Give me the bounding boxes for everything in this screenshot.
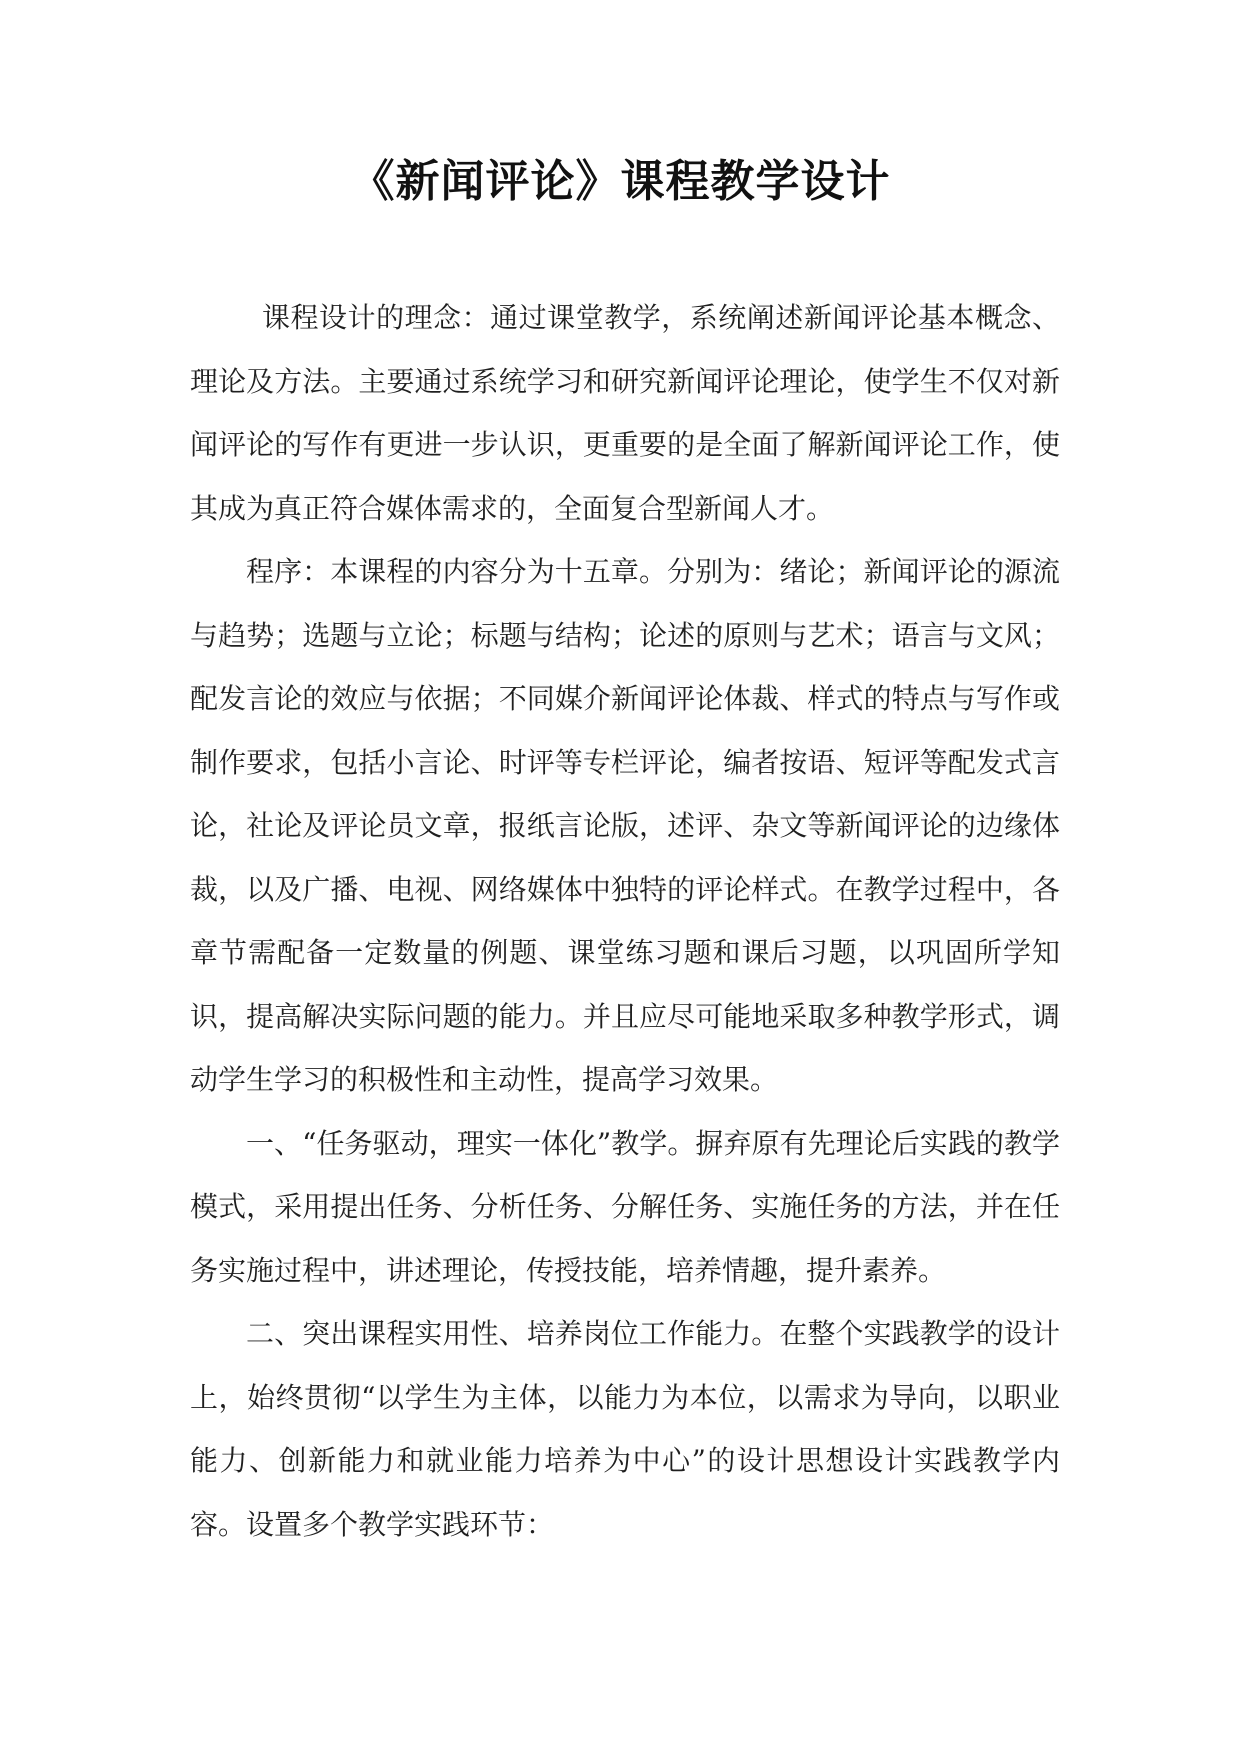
document-body — [190, 286, 1060, 1556]
paragraph-design-concept: 课程设计的理念：通过课堂教学，系统阐述新闻评论基本概念、理论及方法。主要通过系统学习和研究新闻评论理论，使学生不仅对新闻评论的写作有更进一步认识，更重要的是全面了解新闻评论工作，使其成为真正符合媒体需求的，全面复合型新闻人才。 — [190, 301, 1060, 525]
document-title: 《新闻评论》课程教学设计 — [350, 156, 891, 207]
paragraph-task-driven-teaching: 一、“任务驱动，理实一体化”教学。摒弃原有先理论后实践的教学模式，采用提出任务、分析任务、分解任务、实施任务的方法，并在任务实施过程中，讲述理论，传授技能，培养情趣，提升素养。 — [190, 1126, 1060, 1287]
paragraph-course-program: 程序：本课程的内容分为十五章。分别为：绪论；新闻评论的源流与趋势；选题与立论；标题与结构；论述的原则与艺术；语言与文风；配发言论的效应与依据；不同媒介新闻评论体裁、样式的特点与写作或制作要求，包括小言论、时评等专栏评论，编者按语、短评等配发式言论，社论及评论员文章，报纸言论版，述评、杂文等新闻评论的边缘体裁，以及广播、电视、网络媒体中独特的评论样式。在教学过程中，各章节需配备一定数量的例题、课堂练习题和课后习题，以巩固所学知识，提高解决实际问题的能力。并且应尽可能地采取多种教学形式，调动学生学习的积极性和主动性，提高学习效果。 — [190, 555, 1060, 1096]
paragraph-practical-ability: 二、突出课程实用性、培养岗位工作能力。在整个实践教学的设计上，始终贯彻“以学生为主体，以能力为本位，以需求为导向，以职业能力、创新能力和就业能力培养为中心”的设计思想设计实践教学内容。设置多个教学实践环节： — [190, 1317, 1060, 1541]
